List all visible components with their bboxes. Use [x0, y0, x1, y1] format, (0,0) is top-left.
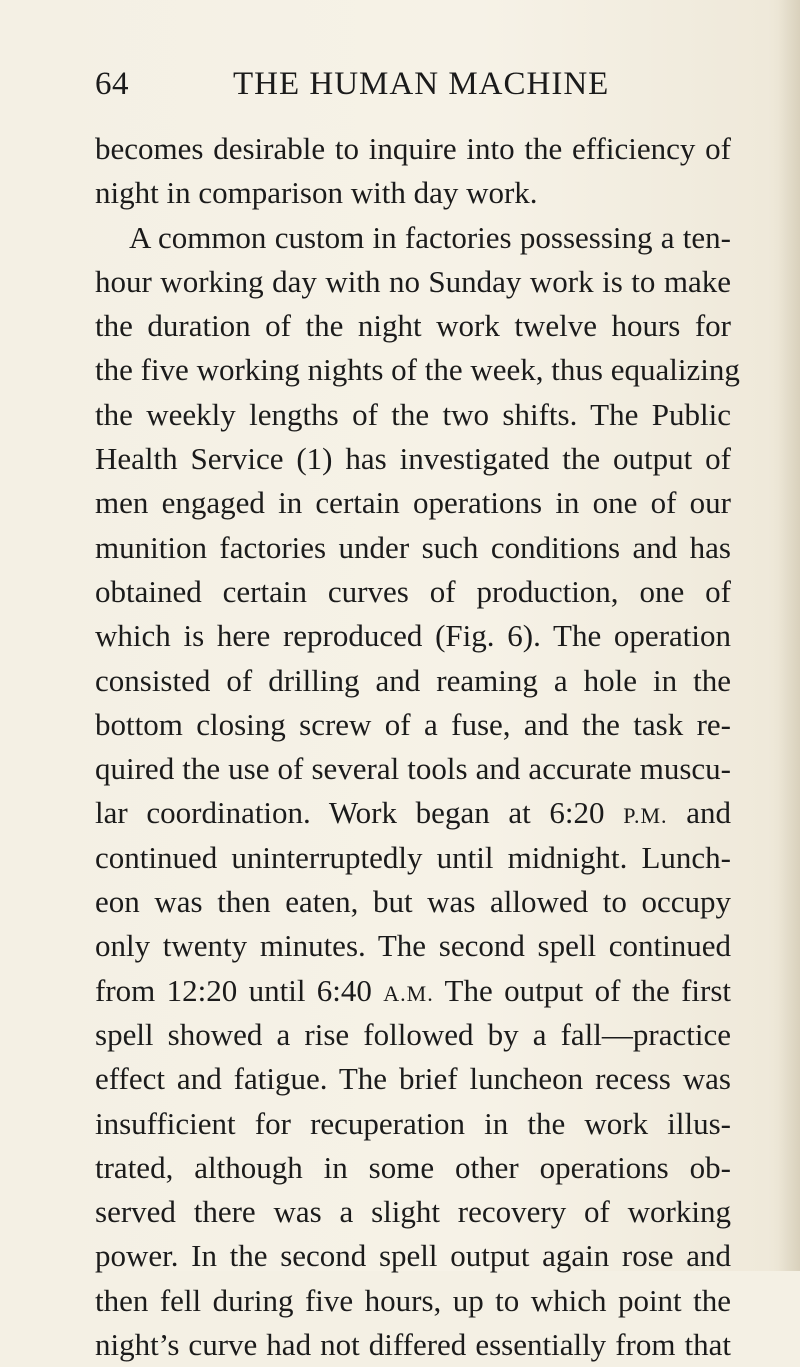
text-line: only twenty minutes. The second spell continued [95, 928, 731, 964]
page-edge-shadow [778, 0, 800, 1271]
text-segment: lar coordination. Work began at 6:20 [95, 795, 624, 831]
text-segment: from 12:20 until 6:40 [95, 972, 384, 1008]
text-line: men engaged in certain operations in one of our [95, 485, 731, 521]
body-text [95, 127, 740, 1367]
text-line: power. In the second spell output again rose and [95, 1238, 731, 1274]
text-line: munition factories under such conditions and has [95, 529, 731, 565]
text-line: eon was then eaten, but was allowed to occupy [95, 884, 731, 920]
text-line: then fell during five hours, up to which point the [95, 1282, 731, 1318]
text-line [95, 791, 731, 835]
time-abbreviation: A.M. [383, 980, 434, 1006]
text-line: night’s curve had not differed essentially from that [95, 1327, 731, 1363]
text-line: continued uninterruptedly until midnight. Lunch- [95, 839, 731, 875]
text-line: becomes desirable to inquire into the efficiency of [95, 131, 731, 166]
text-line: hour working day with no Sunday work is to make [95, 263, 731, 299]
text-line: effect and fatigue. The brief luncheon recess was [95, 1061, 731, 1097]
text-segment: and [667, 795, 731, 831]
text-line [95, 969, 731, 1013]
text-line: consisted of drilling and reaming a hole in the [95, 662, 731, 698]
text-line: trated, although in some other operations ob- [95, 1149, 731, 1185]
text-line: quired the use of several tools and accurate muscu- [95, 751, 731, 787]
text-line: A common custom in factories possessing a ten- [129, 219, 731, 255]
text-line: the weekly lengths of the two shifts. The Public [95, 396, 731, 432]
text-line: bottom closing screw of a fuse, and the task re- [95, 706, 731, 742]
running-title: THE HUMAN MACHINE [233, 66, 610, 102]
page-number: 64 [95, 66, 129, 102]
text-line: which is here reproduced (Fig. 6). The operation [95, 618, 731, 654]
text-line: served there was a slight recovery of working [95, 1194, 731, 1230]
text-segment: The output of the first [433, 972, 731, 1008]
text-line: the duration of the night work twelve hours for [95, 308, 731, 344]
page-header [95, 66, 725, 108]
text-line: spell showed a rise followed by a fall—practice [95, 1016, 731, 1052]
text-line: obtained certain curves of production, one of [95, 573, 731, 609]
text-line: the five working nights of the week, thus equalizing [95, 352, 740, 388]
text-line: night in comparison with day work. [95, 175, 538, 211]
time-abbreviation: P.M. [623, 803, 668, 829]
text-line: Health Service (1) has investigated the output of [95, 441, 731, 477]
text-line: insufficient for recuperation in the work illus- [95, 1105, 731, 1141]
